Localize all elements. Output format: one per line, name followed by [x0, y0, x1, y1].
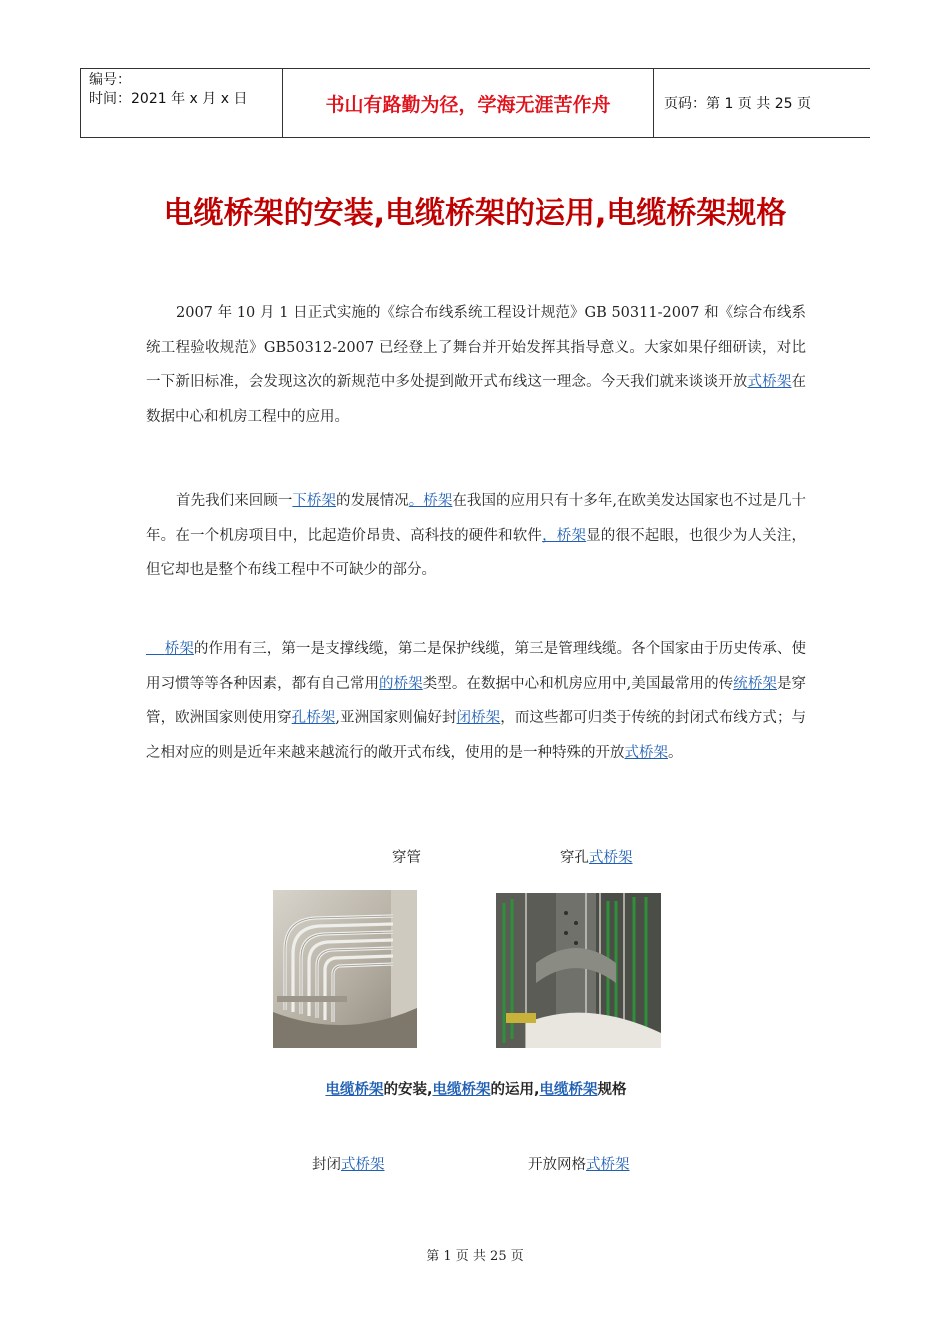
p2-link-1[interactable]: 下桥架	[292, 493, 337, 509]
perforated-tray-illustration	[496, 893, 661, 1048]
document-header	[80, 68, 870, 138]
caption-text-1: 的安装,	[383, 1082, 433, 1098]
caption-text-2: 的运用,	[490, 1082, 540, 1098]
caption-pipe: 穿管	[392, 850, 421, 866]
p3-text-a: 的作用有三，第一是支撑线缆，第二是保护线缆，第三是管理线缆。各个国家由于历史传承、使用习惯等等各种因素，都有自己常用	[146, 641, 807, 692]
caption-link-2[interactable]: 电缆桥架	[432, 1082, 491, 1098]
caption-closed-link[interactable]: 式桥架	[341, 1157, 385, 1173]
p2-text-a: 首先我们来回顾一	[176, 493, 293, 509]
p1-text-a: 2007 年 10 月 1 日正式实施的《综合布线系统工程设计规范》GB 50311-2007 和《综合布线系统工程验收规范》GB50312-2007 已经登上了舞台并开始发挥其指导意义。大家如果仔细研读，对比一下新旧标准，会发现这次的新规范中多处提到敞开式布线这一理念。今天我们就来谈谈开放	[146, 305, 806, 390]
caption-perforated-link[interactable]: 式桥架	[589, 850, 633, 866]
p3-text-d: ,亚洲国家则偏好封	[335, 710, 457, 726]
p2-text-b: 的发展情况	[336, 493, 409, 509]
paragraph-1	[146, 296, 806, 434]
caption-mesh-link[interactable]: 式桥架	[586, 1157, 630, 1173]
paragraph-2	[146, 484, 806, 588]
caption-closed	[312, 1153, 385, 1174]
p3-link-4[interactable]: 孔桥架	[291, 710, 336, 726]
p3-link-5[interactable]: 闭桥架	[456, 710, 501, 726]
p1-link[interactable]: 式桥架	[747, 374, 792, 390]
p3-link-1-text[interactable]: 桥架	[164, 641, 194, 657]
p2-link-2[interactable]: 。桥架	[408, 493, 453, 509]
perforated-tray-photo	[496, 893, 661, 1048]
p3-text-e: ，而这些都可归类于传统的封闭式布线方式；与之相对应的则是近年来越来越流行的敞开式布线，使用的是一种特殊的开放	[146, 710, 807, 761]
p3-text-f: 。	[668, 744, 683, 761]
caption-closed-text: 封闭	[312, 1157, 341, 1173]
p3-link-2[interactable]: 的桥架	[379, 675, 423, 692]
p3-text-c: 是穿管，欧洲国家则使用穿	[146, 675, 807, 726]
caption-link-1[interactable]: 电缆桥架	[325, 1082, 384, 1098]
time-label: 时间：2021 年 x 月 x 日	[89, 91, 248, 107]
p2-link-3[interactable]: ，桥架	[542, 527, 587, 544]
page-footer: 第 1 页 共 25 页	[426, 1249, 524, 1264]
p2-text-d: 显的很不起眼，也很少为人关注，但它却也是整个布线工程中不可缺少的部分。	[146, 527, 807, 578]
caption-mesh-text: 开放网格	[528, 1157, 586, 1173]
p3-link-3[interactable]: 统桥架	[733, 675, 777, 692]
paragraph-3	[146, 632, 806, 770]
page-info: 页码：第 1 页 共 25 页	[664, 96, 811, 112]
header-meta-cell	[80, 69, 282, 137]
p3-link-1[interactable]	[146, 641, 194, 657]
p3-link-6[interactable]: 式桥架	[624, 744, 668, 761]
caption-mesh	[528, 1153, 630, 1174]
p1-text-b: 在数据中心和机房工程中的应用。	[146, 374, 806, 425]
p3-text-b: 类型。在数据中心和机房应用中,美国最常用的传	[422, 675, 734, 692]
caption-perforated	[560, 846, 633, 867]
motto: 书山有路勤为径，学海无涯苦作舟	[282, 69, 654, 137]
caption-text-3: 规格	[597, 1082, 627, 1098]
p2-text-c: 在我国的应用只有十多年,在欧美发达国家也不过是几十年。在一个机房项目中，比起造价昂贵、高科技的硬件和软件	[146, 493, 807, 544]
caption-perforated-text: 穿孔	[560, 850, 589, 866]
caption-link-3[interactable]: 电缆桥架	[539, 1082, 598, 1098]
conduit-illustration	[273, 890, 417, 1048]
page-title: 电缆桥架的安装,电缆桥架的运用,电缆桥架规格	[163, 196, 787, 231]
number-label: 编号：	[89, 72, 131, 88]
figure-caption	[146, 1078, 806, 1099]
conduit-photo	[273, 890, 417, 1048]
